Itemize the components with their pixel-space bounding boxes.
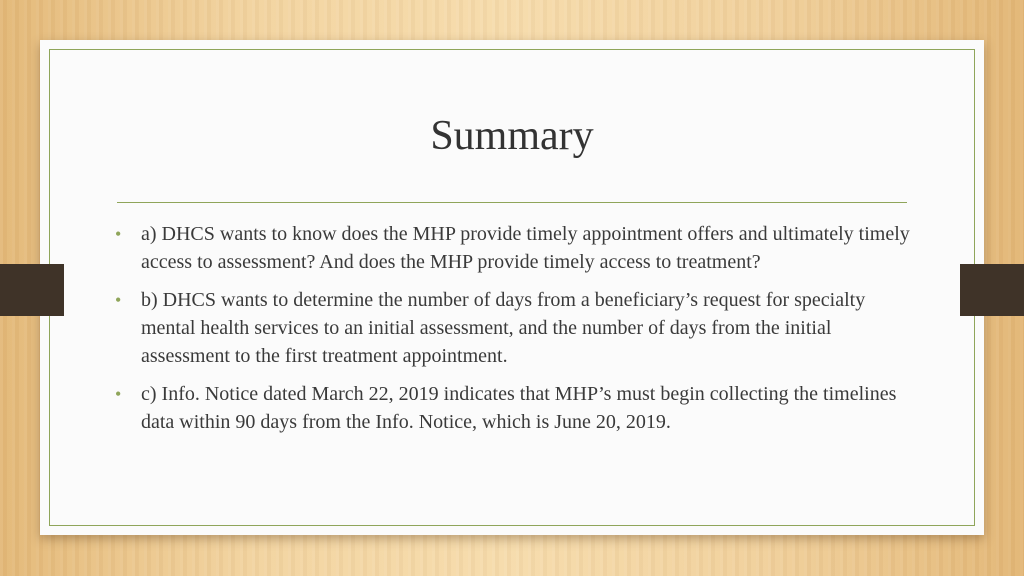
bullet-text-c: c) Info. Notice dated March 22, 2019 indicates that MHP’s must begin collecting the timelines data within 90 days from the Info. Notice, which is June 20, 2019. bbox=[141, 383, 897, 433]
bullet-item-a bbox=[115, 220, 915, 276]
slide-title: Summary bbox=[430, 113, 594, 159]
bullet-item-c bbox=[115, 380, 915, 436]
bullet-text-b: b) DHCS wants to determine the number of days from a beneficiary’s request for specialty mental health services to an initial assessment, and the number of days from the initial assessment to the first treatment appointment. bbox=[141, 289, 866, 367]
bullet-list bbox=[115, 220, 915, 446]
bullet-item-b bbox=[115, 286, 915, 370]
left-tab-decoration bbox=[0, 264, 64, 316]
title-divider bbox=[117, 202, 907, 203]
bullet-dot-icon: • bbox=[115, 224, 122, 244]
bullet-dot-icon: • bbox=[115, 290, 122, 310]
right-tab-decoration bbox=[960, 264, 1024, 316]
bullet-dot-icon: • bbox=[115, 384, 122, 404]
bullet-text-a: a) DHCS wants to know does the MHP provide timely appointment offers and ultimately timely access to assessment? And does the MHP provide timely access to treatment? bbox=[141, 223, 910, 273]
